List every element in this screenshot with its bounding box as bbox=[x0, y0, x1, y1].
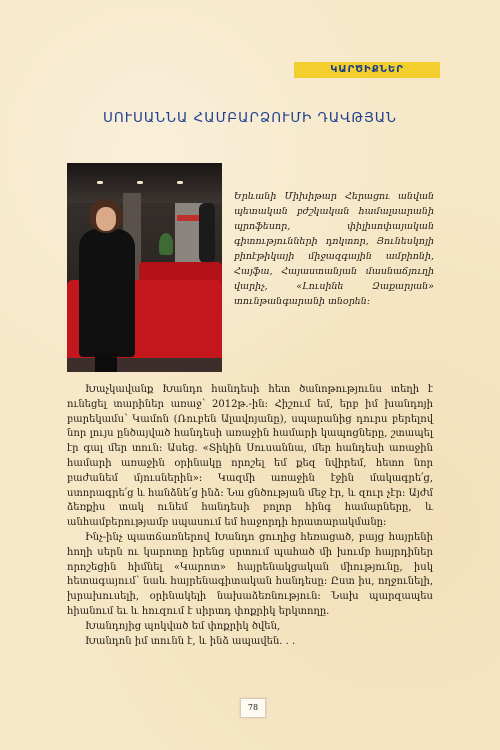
page-number: 78 bbox=[240, 698, 266, 718]
paragraph: Ինչ-ինչ պատճառներով Խանդո ցուղից հեռացած, բայց հայրենի հողի սերն ու կարոտը իրենց սրտում պահած մի խումբ հայրդիներ որոշեցին հիմնել «Կարոտ» հայրենակցական միությունը, իսկ հետագայում՝ նաև հայրենագիտական հանդեսը։ Ըստ իս, ողջունելի, խրախուսելի, օրինակելի նախաձեռնություն։ Նախ պարզապես հիանում եւ և հուզում է սիրտդ փոքրիկ երկտողը. bbox=[67, 531, 433, 617]
article-title: ՍՈՒՍԱՆՆԱ ՀԱՄԲԱՐՁՈՒՄԻ ԴԱՎԹՅԱՆ bbox=[103, 110, 397, 126]
photo-caption: Երևանի Միխիթար Հերացու անվան պետական բժշկական համալսարանի պրոֆեսոր, փիլիսոփայական գիտությունների դոկտոր, Յունեսկոյի բիոէթիկայի միջազգային ամբիոնի, Հայֆա, Հայաստանյան մասնաճյուղի վարիչ, «Լուսինե Զաքարյան» տունթանգարանի տնօրեն։ bbox=[234, 191, 434, 307]
poem-line: Խանդոն իմ տունն է, և ինձ ապավեն. . . bbox=[85, 635, 296, 647]
section-label: ԿԱՐԾԻՔՆԵՐ bbox=[294, 62, 440, 78]
article-body bbox=[67, 383, 433, 649]
paragraph: Խաչկավանք Խանդո հանդեսի հետ ծանոթությունս տեղի է ունեցել տարիներ առաջ՝ 2012թ.-ին։ Հիշում եմ, երբ իմ խանդոյի բարեկամս՝ Կամոն (Ռուբեն Ալավոյանը), սպարանից դուրս բերելով նոր լույս ընծայված հանդեսի առաջին համարի կապոցները, շտապել էր գալ մեր տուն։ Ասեց. «Տիկին Սուսաննա, մեր հանդեսի առաջին համարի առաջին օրինակը որոշել եմ քեզ նվիրեմ, հետո նոր բաժանեմ մյուսներին»։ Կազմի առաջին էջին մակագրե՛ց, ստորագրե՛ց և հանձնե՛ց ինձ։ Նա ցնծության մեջ էր, և զուր չէր։ Այժմ ձեռքիս տակ ունեմ հանդեսի բոլոր հինգ համարները, և անհամբերությամբ սպասում եմ հաջորդի հրատարակմանը։ bbox=[67, 384, 433, 529]
author-photo bbox=[67, 163, 222, 372]
poem-line: Խանդոյից պոկված եմ փոքրիկ ծվեն, bbox=[85, 620, 281, 632]
